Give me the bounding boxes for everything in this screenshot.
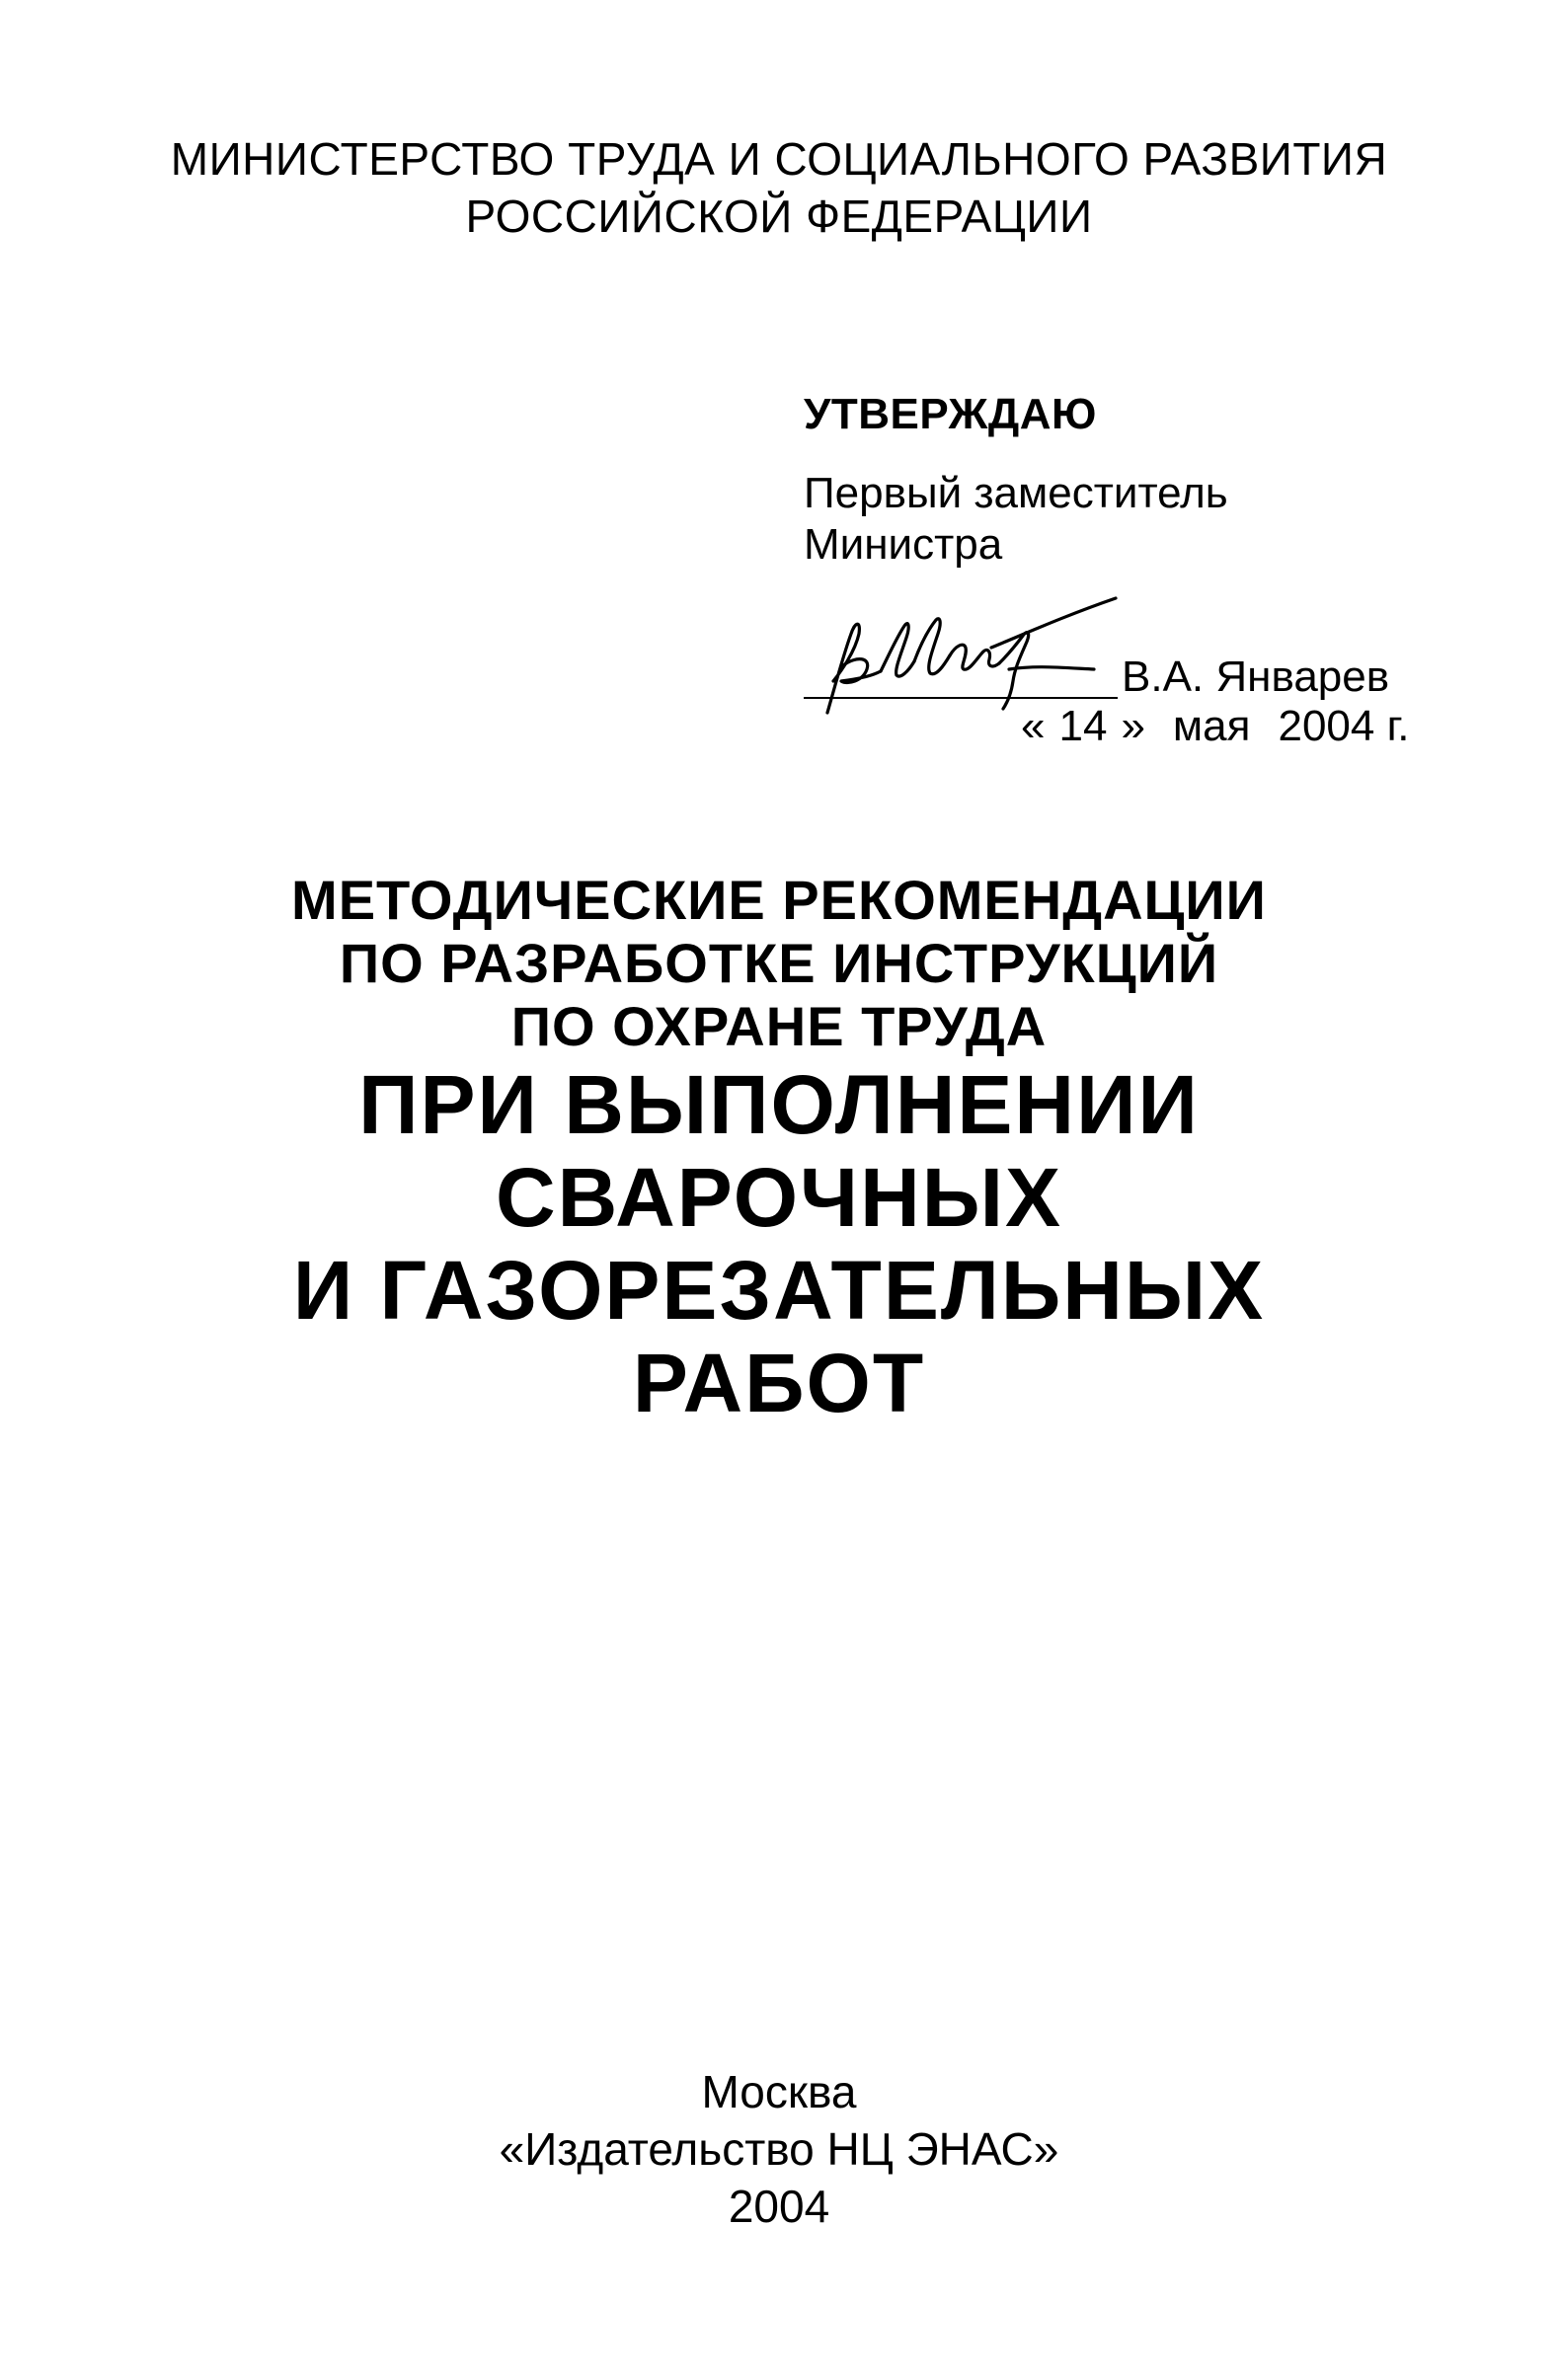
title-line-5: СВАРОЧНЫХ — [495, 1151, 1062, 1244]
handwritten-signature — [798, 586, 1124, 715]
publication-imprint — [0, 2063, 1558, 2235]
approval-date — [1021, 701, 1409, 752]
signer-name: В.А. Январев — [1122, 653, 1390, 701]
imprint-city: Москва — [701, 2066, 857, 2117]
date-day: 14 — [1058, 702, 1108, 750]
imprint-year: 2004 — [728, 2181, 830, 2232]
signature-line — [804, 616, 1495, 715]
ministry-line-1: МИНИСТЕРСТВО ТРУДА И СОЦИАЛЬНОГО РАЗВИТИЯ — [170, 133, 1388, 185]
ministry-header — [0, 130, 1558, 245]
imprint-publisher: «Издательство НЦ ЭНАС» — [499, 2123, 1059, 2175]
date-year: 2004 г. — [1278, 702, 1410, 750]
approver-position-line-1: Первый заместитель — [804, 469, 1228, 517]
document-title — [0, 869, 1558, 1429]
title-line-3: ПО ОХРАНЕ ТРУДА — [510, 995, 1048, 1057]
title-line-2: ПО РАЗРАБОТКЕ ИНСТРУКЦИЙ — [339, 932, 1219, 994]
approval-heading: УТВЕРЖДАЮ — [804, 390, 1097, 438]
signature-underline — [804, 697, 1118, 699]
date-close-quote: » — [1121, 702, 1145, 750]
title-line-1: МЕТОДИЧЕСКИЕ РЕКОМЕНДАЦИИ — [291, 869, 1267, 931]
approver-position-line-2: Министра — [804, 520, 1003, 569]
date-month: мая — [1172, 702, 1251, 750]
approval-block — [804, 387, 1495, 750]
date-open-quote: « — [1021, 702, 1046, 750]
approver-position — [804, 468, 1495, 571]
title-line-4: ПРИ ВЫПОЛНЕНИИ — [358, 1058, 1200, 1151]
title-line-7: РАБОТ — [632, 1337, 926, 1429]
ministry-line-2: РОССИЙСКОЙ ФЕДЕРАЦИИ — [465, 191, 1093, 242]
title-line-6: И ГАЗОРЕЗАТЕЛЬНЫХ — [292, 1244, 1266, 1337]
